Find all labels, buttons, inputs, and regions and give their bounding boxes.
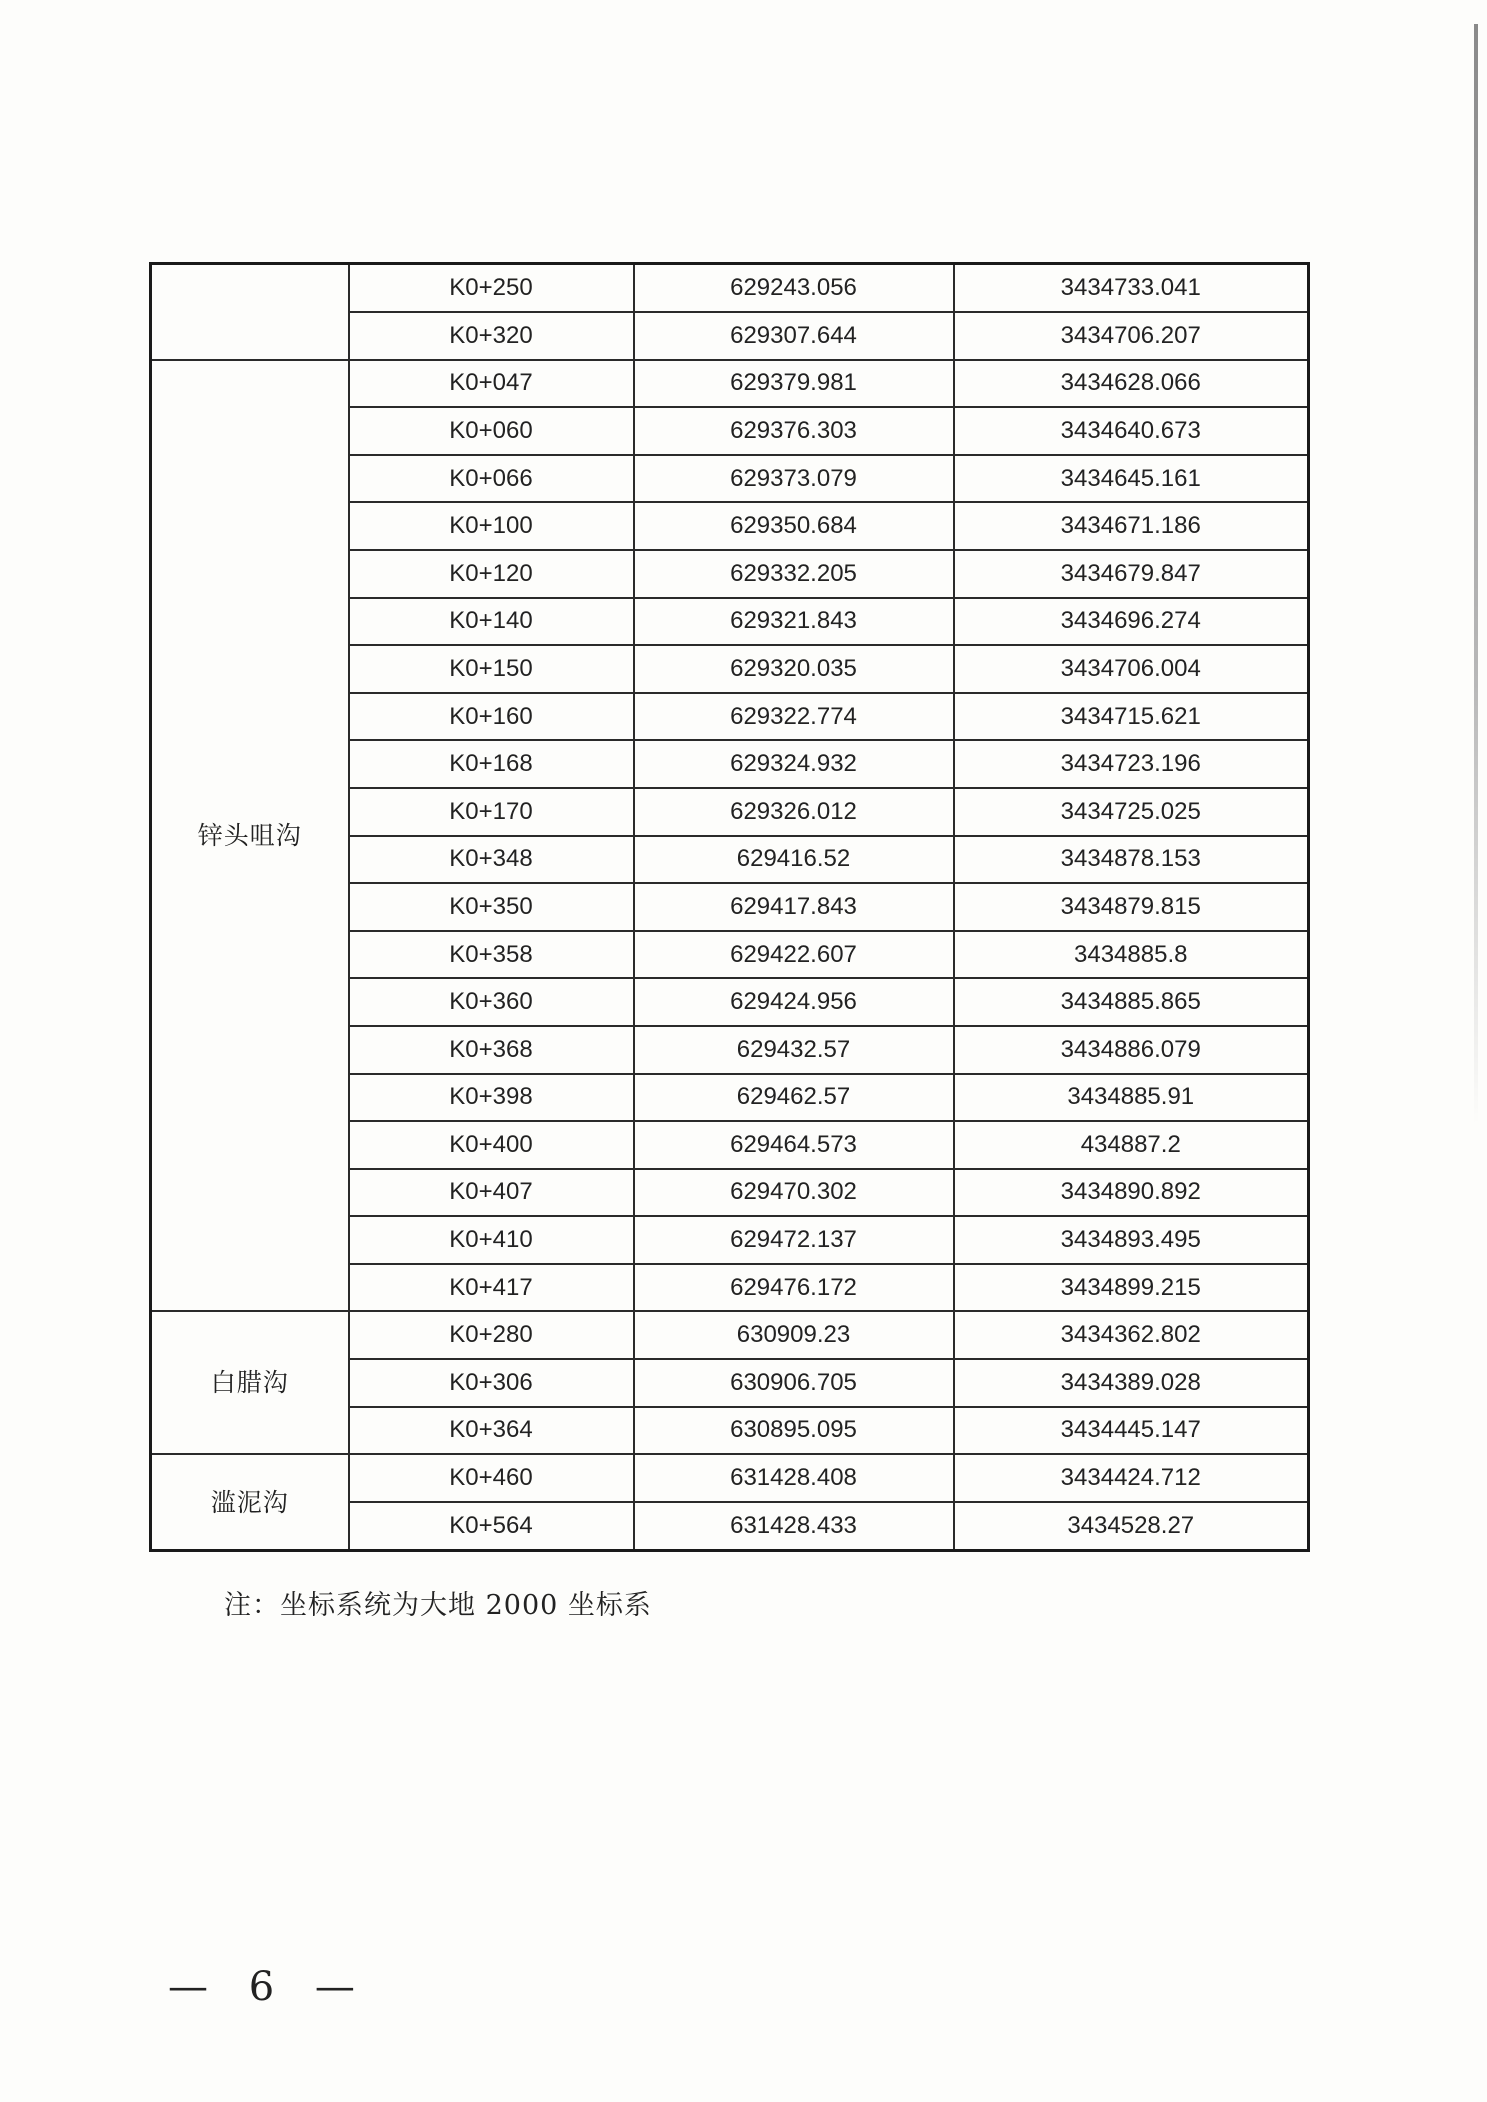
x-coordinate-cell: 629326.012 <box>634 788 954 836</box>
station-cell: K0+320 <box>349 312 634 360</box>
station-cell: K0+066 <box>349 455 634 503</box>
x-coordinate-cell: 629373.079 <box>634 455 954 503</box>
x-coordinate-cell: 629416.52 <box>634 836 954 884</box>
x-coordinate-cell: 629307.644 <box>634 312 954 360</box>
table-row <box>151 1454 1309 1502</box>
y-coordinate-cell: 3434733.041 <box>954 264 1309 313</box>
coordinate-table <box>149 262 1310 1552</box>
station-cell: K0+400 <box>349 1121 634 1169</box>
x-coordinate-cell: 629321.843 <box>634 598 954 646</box>
station-cell: K0+398 <box>349 1074 634 1122</box>
station-cell: K0+280 <box>349 1311 634 1359</box>
x-coordinate-cell: 629322.774 <box>634 693 954 741</box>
y-coordinate-cell: 3434725.025 <box>954 788 1309 836</box>
station-cell: K0+306 <box>349 1359 634 1407</box>
x-coordinate-cell: 629422.607 <box>634 931 954 979</box>
coordinate-system-note: 注：坐标系统为大地 2000 坐标系 <box>224 1590 652 1621</box>
station-cell: K0+120 <box>349 550 634 598</box>
station-cell: K0+140 <box>349 598 634 646</box>
x-coordinate-cell: 629332.205 <box>634 550 954 598</box>
x-coordinate-cell: 629464.573 <box>634 1121 954 1169</box>
group-name-cell <box>151 264 349 360</box>
x-coordinate-cell: 630906.705 <box>634 1359 954 1407</box>
station-cell: K0+250 <box>349 264 634 313</box>
y-coordinate-cell: 3434878.153 <box>954 836 1309 884</box>
x-coordinate-cell: 629432.57 <box>634 1026 954 1074</box>
x-coordinate-cell: 630909.23 <box>634 1311 954 1359</box>
station-cell: K0+100 <box>349 502 634 550</box>
group-name-cell: 锌头咀沟 <box>151 360 349 1312</box>
y-coordinate-cell: 3434706.004 <box>954 645 1309 693</box>
station-cell: K0+360 <box>349 978 634 1026</box>
y-coordinate-cell: 3434696.274 <box>954 598 1309 646</box>
station-cell: K0+150 <box>349 645 634 693</box>
y-coordinate-cell: 3434885.865 <box>954 978 1309 1026</box>
x-coordinate-cell: 629462.57 <box>634 1074 954 1122</box>
x-coordinate-cell: 629320.035 <box>634 645 954 693</box>
x-coordinate-cell: 629324.932 <box>634 740 954 788</box>
y-coordinate-cell: 434887.2 <box>954 1121 1309 1169</box>
x-coordinate-cell: 629472.137 <box>634 1216 954 1264</box>
x-coordinate-cell: 629376.303 <box>634 407 954 455</box>
x-coordinate-cell: 631428.408 <box>634 1454 954 1502</box>
x-coordinate-cell: 629243.056 <box>634 264 954 313</box>
table-row <box>151 1311 1309 1359</box>
x-coordinate-cell: 629379.981 <box>634 360 954 408</box>
station-cell: K0+460 <box>349 1454 634 1502</box>
station-cell: K0+060 <box>349 407 634 455</box>
y-coordinate-cell: 3434679.847 <box>954 550 1309 598</box>
y-coordinate-cell: 3434671.186 <box>954 502 1309 550</box>
station-cell: K0+047 <box>349 360 634 408</box>
station-cell: K0+350 <box>349 883 634 931</box>
y-coordinate-cell: 3434723.196 <box>954 740 1309 788</box>
x-coordinate-cell: 629476.172 <box>634 1264 954 1312</box>
y-coordinate-cell: 3434424.712 <box>954 1454 1309 1502</box>
y-coordinate-cell: 3434706.207 <box>954 312 1309 360</box>
y-coordinate-cell: 3434890.892 <box>954 1169 1309 1217</box>
table-row <box>151 264 1309 313</box>
station-cell: K0+368 <box>349 1026 634 1074</box>
y-coordinate-cell: 3434715.621 <box>954 693 1309 741</box>
coordinate-table-body <box>151 264 1309 1551</box>
y-coordinate-cell: 3434528.27 <box>954 1502 1309 1551</box>
y-coordinate-cell: 3434886.079 <box>954 1026 1309 1074</box>
station-cell: K0+348 <box>349 836 634 884</box>
x-coordinate-cell: 629417.843 <box>634 883 954 931</box>
y-coordinate-cell: 3434893.495 <box>954 1216 1309 1264</box>
station-cell: K0+417 <box>349 1264 634 1312</box>
station-cell: K0+407 <box>349 1169 634 1217</box>
scan-binding-edge <box>1474 24 1478 1124</box>
y-coordinate-cell: 3434389.028 <box>954 1359 1309 1407</box>
x-coordinate-cell: 630895.095 <box>634 1407 954 1455</box>
y-coordinate-cell: 3434645.161 <box>954 455 1309 503</box>
station-cell: K0+160 <box>349 693 634 741</box>
group-name-cell: 滥泥沟 <box>151 1454 349 1550</box>
y-coordinate-cell: 3434445.147 <box>954 1407 1309 1455</box>
x-coordinate-cell: 631428.433 <box>634 1502 954 1551</box>
page-number: — 6 — <box>168 1964 369 2010</box>
table-row <box>151 360 1309 408</box>
station-cell: K0+564 <box>349 1502 634 1551</box>
station-cell: K0+358 <box>349 931 634 979</box>
x-coordinate-cell: 629470.302 <box>634 1169 954 1217</box>
y-coordinate-cell: 3434362.802 <box>954 1311 1309 1359</box>
y-coordinate-cell: 3434628.066 <box>954 360 1309 408</box>
y-coordinate-cell: 3434885.8 <box>954 931 1309 979</box>
station-cell: K0+364 <box>349 1407 634 1455</box>
y-coordinate-cell: 3434640.673 <box>954 407 1309 455</box>
y-coordinate-cell: 3434879.815 <box>954 883 1309 931</box>
x-coordinate-cell: 629350.684 <box>634 502 954 550</box>
x-coordinate-cell: 629424.956 <box>634 978 954 1026</box>
y-coordinate-cell: 3434885.91 <box>954 1074 1309 1122</box>
station-cell: K0+168 <box>349 740 634 788</box>
station-cell: K0+410 <box>349 1216 634 1264</box>
y-coordinate-cell: 3434899.215 <box>954 1264 1309 1312</box>
group-name-cell: 白腊沟 <box>151 1311 349 1454</box>
station-cell: K0+170 <box>349 788 634 836</box>
